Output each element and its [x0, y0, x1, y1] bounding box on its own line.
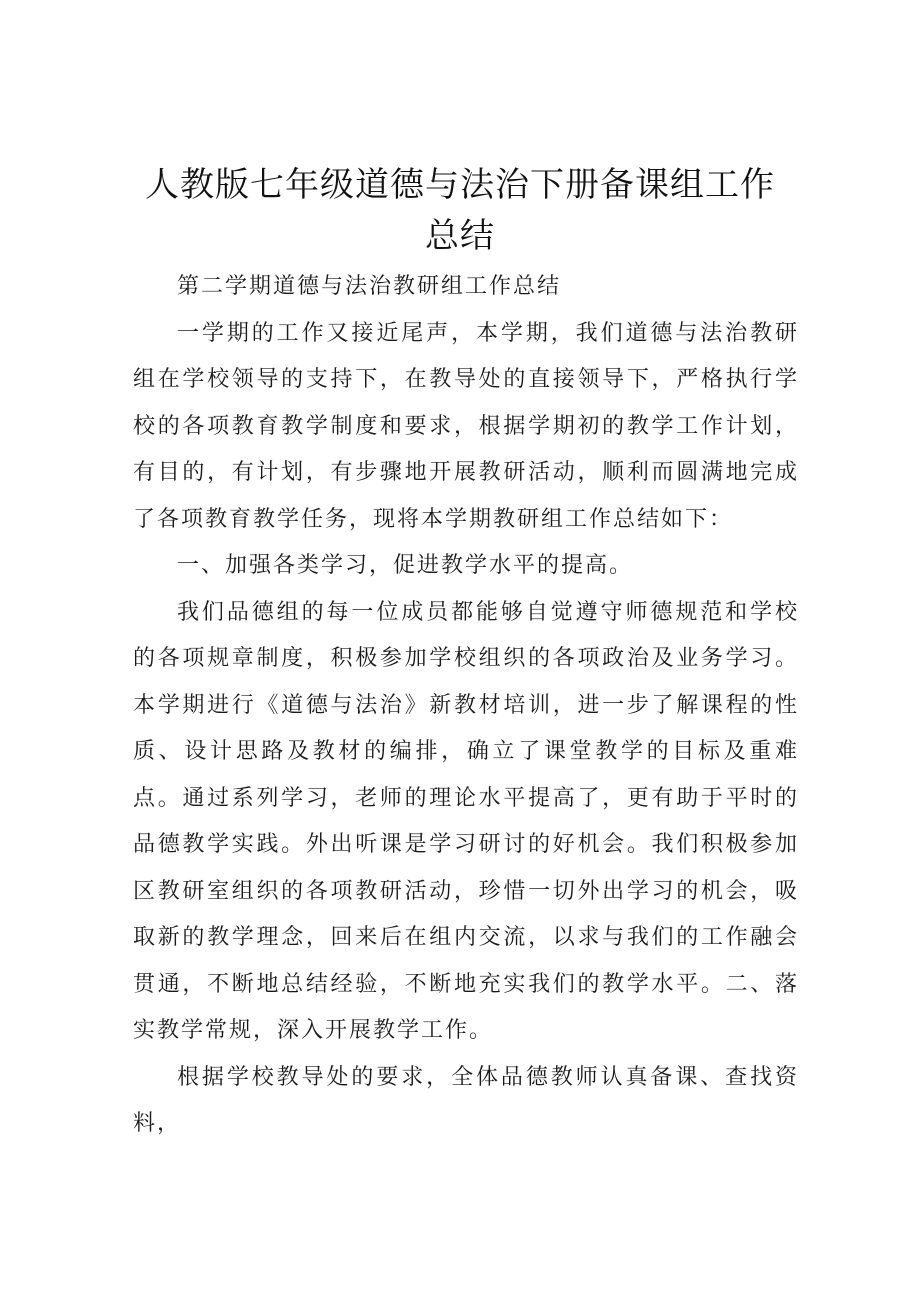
- document-title-line-1: 人教版七年级道德与法治下册备课组工作: [145, 165, 775, 205]
- section-heading-1: 一、加强各类学习，促进教学水平的提高。: [177, 553, 634, 578]
- body-paragraph: 根据学校教导处的要求，全体品德教师认真备课、查找资料，: [133, 1064, 799, 1136]
- body-paragraph: 我们品德组的每一位成员都能够自觉遵守师德规范和学校的各项规章制度，积极参加学校组织的各项政治及业务学习。本学期进行《道德与法治》新教材培训，进一步了解课程的性质、设计思路及教材的编排，确立了课堂教学的目标及重难点。通过系列学习，老师的理论水平提高了，更有助于平时的品德教学实践。外出听课是学习研讨的好机会。我们积极参加区教研室组织的各项教研活动，珍惜一切外出学习的机会，吸取新的教学理念，回来后在组内交流，以求与我们的工作融会贯通，不断地总结经验，不断地充实我们的教学水平。二、落实教学常规，深入开展教学工作。: [133, 599, 799, 1043]
- document-title-line-2: 总结: [425, 216, 495, 256]
- subtitle-paragraph: 第二学期道德与法治教研组工作总结: [177, 274, 562, 299]
- intro-paragraph: 一学期的工作又接近尾声，本学期，我们道德与法治教研组在学校领导的支持下，在教导处的直接领导下，严格执行学校的各项教育教学制度和要求，根据学期初的教学工作计划，有目的，有计划，有步骤地开展教研活动，顺利而圆满地完成了各项教育教学任务，现将本学期教研组工作总结如下：: [133, 320, 799, 532]
- document-body: [133, 264, 799, 1148]
